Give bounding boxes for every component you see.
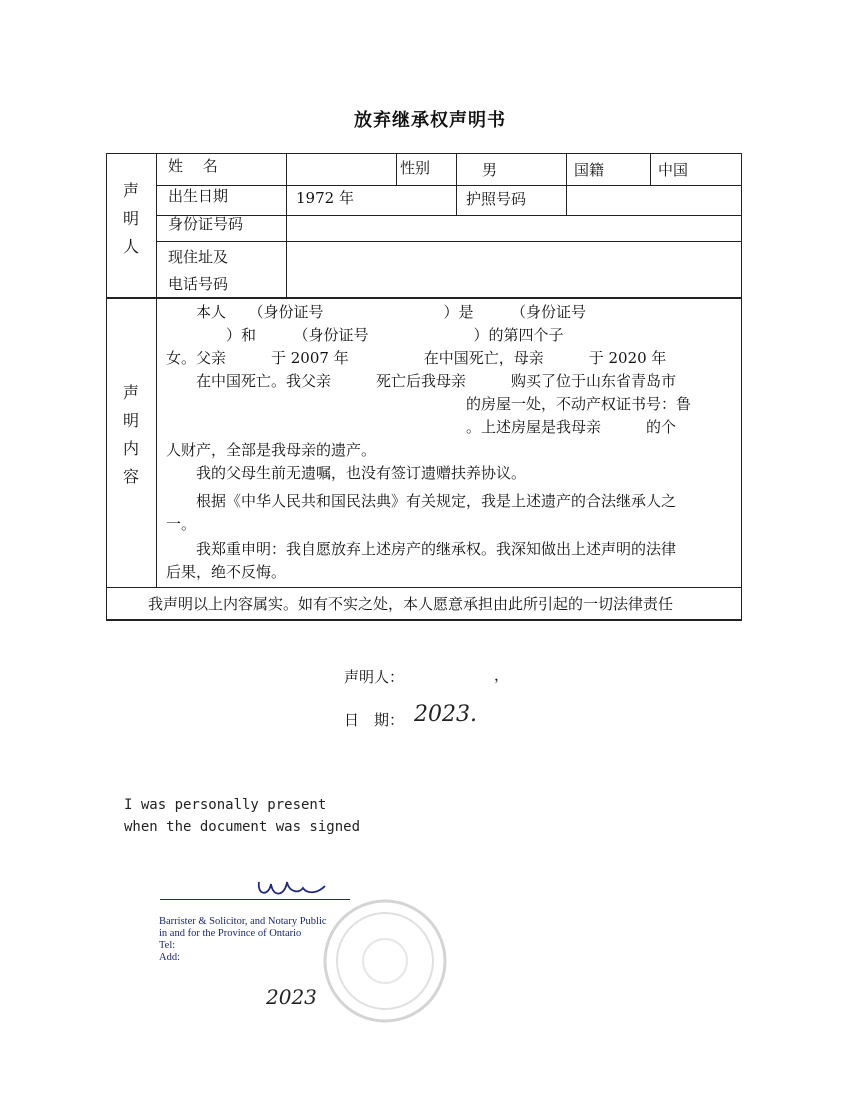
statement-paragraph-4: 我郑重申明：我自愿放弃上述房产的继承权。我深知做出上述声明的法律 后果，绝不反悔。 (166, 540, 677, 581)
document-title: 放弃继承权声明书 (354, 110, 506, 131)
table-border-right (741, 153, 742, 620)
notary-note: I was personally present when the document was signed (124, 797, 361, 835)
notary-seal (322, 898, 448, 1024)
declarant-signature-label: 声明人： (344, 668, 405, 686)
statement-line: 在中国死亡。我父亲 死亡后我母亲 购买了位于山东省青岛市 (166, 372, 677, 390)
name-label: 姓 名 (168, 157, 218, 175)
row-divider-1 (156, 185, 742, 186)
declaration-form-table (106, 153, 742, 620)
nationality-value: 中国 (658, 161, 689, 179)
passport-label: 护照号码 (466, 190, 527, 208)
table-border-left (106, 153, 107, 620)
col-line-id-value (286, 215, 287, 297)
content-side-label: 声 明 内 容 (122, 383, 139, 486)
col-line-nationality-label (566, 153, 567, 215)
col-line-name-value (286, 153, 287, 215)
statement-paragraph-2: 我的父母生前无遗嘱，也没有签订遗赠扶养协议。 (196, 464, 527, 482)
nationality-label: 国籍 (574, 161, 605, 179)
birth-date-label: 出生日期 (168, 187, 229, 205)
table-border-top (106, 153, 742, 154)
col-line-gender-value (456, 153, 457, 215)
birth-date-value: 1972 年 (296, 189, 354, 207)
statement-line: 女。父亲 于 2007 年 在中国死亡，母亲 于 2020 年 (166, 349, 667, 367)
date-label: 日 期： (344, 711, 405, 729)
notary-credentials: Barrister & Solicitor, and Notary Public in and for the Province of Ontario Tel: Add: (159, 916, 327, 963)
statement-line: 。上述房屋是我母亲 的个 (166, 418, 677, 436)
statement-paragraph-1 (166, 301, 736, 462)
statement-line: 本人 （身份证号 ）是 （身份证号 (196, 303, 587, 321)
side-label-divider (156, 153, 157, 587)
declaration-row-divider (106, 587, 742, 588)
row-divider-3 (156, 241, 742, 242)
declaration-statement: 我声明以上内容属实。如有不实之处，本人愿意承担由此所引起的一切法律责任 (148, 595, 674, 613)
address-label: 现住址及 电话号码 (168, 248, 229, 293)
statement-line: ）和 （身份证号 ）的第四个子 (166, 326, 564, 344)
statement-line: 的房屋一处，不动产权证书号：鲁 (166, 395, 692, 413)
row-divider-2 (156, 215, 742, 216)
gender-value: 男 (482, 161, 498, 179)
statement-line: 人财产，全部是我母亲的遗产。 (166, 441, 377, 459)
notary-handwritten-date: 2023 (266, 985, 317, 1009)
handwritten-date: 2023. (414, 702, 477, 727)
declarant-side-label: 声 明 人 (122, 181, 139, 256)
id-number-label: 身份证号码 (168, 215, 244, 233)
declarant-signature-mark: ， (494, 666, 510, 684)
statement-paragraph-3: 根据《中华人民共和国民法典》有关规定，我是上述遗产的合法继承人之 一。 (166, 492, 677, 533)
gender-label: 性别 (400, 159, 431, 177)
table-border-bottom (106, 619, 742, 621)
col-line-nationality-value (650, 153, 651, 185)
col-line-gender-label (396, 153, 397, 185)
